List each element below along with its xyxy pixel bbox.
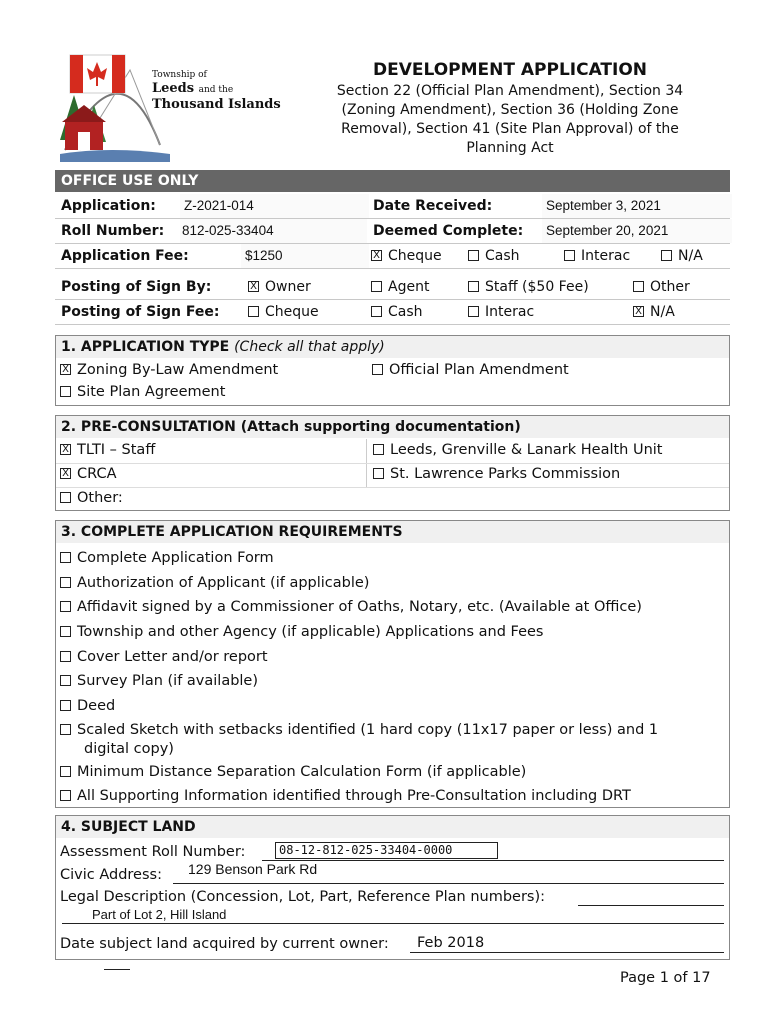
- field-underline: [262, 860, 724, 861]
- page-number: Page 1 of 17: [620, 970, 711, 986]
- date-acquired-input[interactable]: Feb 2018: [417, 935, 485, 951]
- checkbox[interactable]: [60, 492, 71, 503]
- checkbox[interactable]: [633, 306, 644, 317]
- req-scaled-sketch[interactable]: Scaled Sketch with setbacks identified (1 hard copy (11x17 paper or less) and 1: [60, 722, 658, 738]
- office-use-header: OFFICE USE ONLY: [55, 170, 730, 192]
- req-agency-fees[interactable]: Township and other Agency (if applicable) Applications and Fees: [60, 624, 543, 640]
- sign-by-other[interactable]: Other: [633, 275, 690, 299]
- checkbox[interactable]: [564, 250, 575, 261]
- deemed-complete-label: Deemed Complete:: [373, 223, 524, 239]
- civic-address-label: Civic Address:: [60, 867, 162, 883]
- checkbox[interactable]: [248, 281, 259, 292]
- legal-description-input[interactable]: Part of Lot 2, Hill Island: [92, 907, 227, 922]
- legal-description-label: Legal Description (Concession, Lot, Part, Reference Plan numbers):: [60, 889, 546, 905]
- app-type-site-plan[interactable]: Site Plan Agreement: [60, 384, 225, 400]
- application-label: Application:: [61, 198, 156, 214]
- field-underline: [173, 883, 724, 884]
- sign-fee-row: [55, 300, 730, 325]
- section-1-header: [56, 336, 729, 358]
- page-title: DEVELOPMENT APPLICATION: [372, 60, 648, 80]
- checkbox[interactable]: [468, 250, 479, 261]
- req-cover-letter[interactable]: Cover Letter and/or report: [60, 649, 268, 665]
- req-deed[interactable]: Deed: [60, 698, 115, 714]
- logo-and-the: and the: [198, 85, 234, 95]
- req-authorization[interactable]: Authorization of Applicant (if applicable): [60, 575, 369, 591]
- divider: [56, 487, 729, 488]
- sign-fee-label: Posting of Sign Fee:: [61, 304, 220, 320]
- field-underline: [578, 905, 724, 906]
- checkbox[interactable]: [60, 577, 71, 588]
- preconsult-crca[interactable]: XCRCA: [60, 466, 117, 482]
- section-2-header: 2. PRE-CONSULTATION (Attach supporting documentation): [56, 416, 729, 438]
- checkbox[interactable]: [468, 281, 479, 292]
- section-3-header: 3. COMPLETE APPLICATION REQUIREMENTS: [56, 521, 729, 543]
- checkbox[interactable]: [60, 552, 71, 563]
- section-1-note: (Check all that apply): [234, 339, 385, 355]
- checkbox[interactable]: [661, 250, 672, 261]
- req-mds-form[interactable]: Minimum Distance Separation Calculation Form (if applicable): [60, 764, 526, 780]
- checkbox[interactable]: [60, 386, 71, 397]
- sign-by-row: [55, 275, 730, 300]
- req-affidavit[interactable]: Affidavit signed by a Commissioner of Oaths, Notary, etc. (Available at Office): [60, 599, 642, 615]
- fee-option-na[interactable]: N/A: [661, 244, 703, 268]
- preconsult-other[interactable]: Other:: [60, 490, 123, 506]
- preconsult-health-unit[interactable]: Leeds, Grenville & Lanark Health Unit: [373, 442, 663, 458]
- sign-by-agent[interactable]: Agent: [371, 275, 429, 299]
- checkbox[interactable]: [60, 766, 71, 777]
- checkbox[interactable]: [372, 364, 383, 375]
- checkbox[interactable]: [373, 468, 384, 479]
- roll-number-value[interactable]: 812-025-33404: [180, 219, 367, 243]
- checkbox[interactable]: [468, 306, 479, 317]
- footer-rule: [104, 969, 130, 970]
- subtitle-line: Planning Act: [466, 140, 554, 156]
- checkbox[interactable]: [60, 444, 71, 455]
- sign-by-owner[interactable]: X Owner: [248, 275, 311, 299]
- field-underline: [410, 952, 724, 953]
- subtitle-line: Removal), Section 41 (Site Plan Approval) of the: [341, 121, 679, 137]
- checkbox[interactable]: [633, 281, 644, 292]
- application-value[interactable]: Z-2021-014: [180, 194, 369, 218]
- checkbox[interactable]: [371, 306, 382, 317]
- roll-number-label: Roll Number:: [61, 223, 165, 239]
- office-row-fee: [55, 244, 730, 269]
- sign-by-staff[interactable]: Staff ($50 Fee): [468, 275, 589, 299]
- application-fee-value[interactable]: $1250: [241, 244, 369, 268]
- subtitle-line: Section 22 (Official Plan Amendment), Section 34: [336, 83, 684, 99]
- checkbox[interactable]: [60, 626, 71, 637]
- preconsult-parks[interactable]: St. Lawrence Parks Commission: [373, 466, 620, 482]
- application-fee-label: Application Fee:: [61, 248, 189, 264]
- sign-fee-interac[interactable]: Interac: [468, 300, 534, 324]
- assessment-roll-input[interactable]: 08-12-812-025-33404-0000: [275, 842, 498, 859]
- checkbox[interactable]: [60, 468, 71, 479]
- sign-by-label: Posting of Sign By:: [61, 279, 212, 295]
- fee-option-cash[interactable]: Cash: [468, 244, 520, 268]
- section-4-header: 4. SUBJECT LAND: [56, 816, 729, 838]
- deemed-complete-value[interactable]: September 20, 2021: [542, 219, 732, 243]
- checkbox[interactable]: [60, 364, 71, 375]
- app-type-zoning[interactable]: XZoning By-Law Amendment: [60, 362, 278, 378]
- sign-fee-cheque[interactable]: Cheque: [248, 300, 319, 324]
- subtitle-line: (Zoning Amendment), Section 36 (Holding Zone: [341, 102, 679, 118]
- checkbox[interactable]: [60, 700, 71, 711]
- logo-township-of: Township of: [152, 70, 207, 80]
- assessment-roll-label: Assessment Roll Number:: [60, 844, 246, 860]
- office-row-roll: [55, 219, 730, 244]
- checkbox[interactable]: [60, 601, 71, 612]
- field-underline: [62, 923, 724, 924]
- logo-thousand-islands: Thousand Islands: [152, 97, 281, 112]
- checkbox[interactable]: [60, 651, 71, 662]
- sign-fee-cash[interactable]: Cash: [371, 300, 423, 324]
- preconsult-tlti[interactable]: XTLTI – Staff: [60, 442, 155, 458]
- divider: [56, 463, 729, 464]
- date-received-label: Date Received:: [373, 198, 493, 214]
- section-1-title: 1. APPLICATION TYPE: [61, 339, 230, 355]
- date-received-value[interactable]: September 3, 2021: [542, 194, 732, 218]
- checkbox[interactable]: [248, 306, 259, 317]
- page-subtitle: [300, 82, 720, 158]
- checkbox[interactable]: [60, 790, 71, 801]
- checkbox[interactable]: [60, 724, 71, 735]
- fee-option-cheque[interactable]: X Cheque: [371, 244, 442, 268]
- checkbox[interactable]: [60, 675, 71, 686]
- logo-leeds: Leeds: [152, 81, 195, 96]
- office-row-application: [55, 194, 730, 219]
- date-acquired-label: Date subject land acquired by current owner:: [60, 936, 389, 952]
- checkbox[interactable]: [371, 250, 382, 261]
- req-survey-plan[interactable]: Survey Plan (if available): [60, 673, 258, 689]
- req-application-form[interactable]: Complete Application Form: [60, 550, 274, 566]
- app-type-official-plan[interactable]: Official Plan Amendment: [372, 362, 569, 378]
- checkbox[interactable]: [373, 444, 384, 455]
- sign-fee-na[interactable]: X N/A: [633, 300, 675, 324]
- fee-option-interac[interactable]: Interac: [564, 244, 630, 268]
- req-supporting-info[interactable]: All Supporting Information identified through Pre-Consultation including DRT: [60, 788, 631, 804]
- township-logo: [60, 50, 281, 165]
- req-scaled-sketch-cont: digital copy): [84, 741, 174, 757]
- checkbox[interactable]: [371, 281, 382, 292]
- civic-address-input[interactable]: 129 Benson Park Rd: [188, 861, 318, 877]
